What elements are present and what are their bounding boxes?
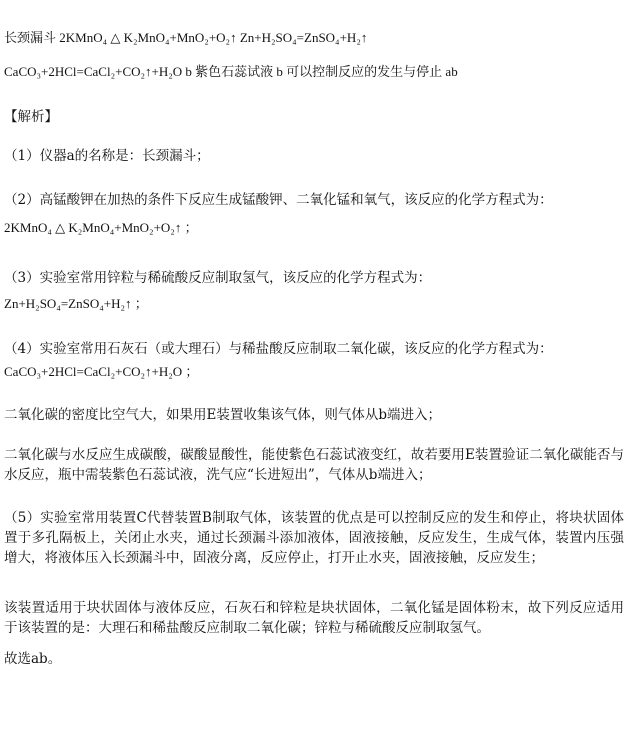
item-3-text: （3）实验室常用锌粒与稀硫酸反应制取氢气，该反应的化学方程式为： — [4, 270, 432, 286]
item-4-equation: CaCO₃+2HCl=CaCl₂+CO₂↑+H₂O ； — [4, 364, 199, 379]
item-4-collection: 二氧化碳的密度比空气大，如果用E装置收集该气体，则气体从b端进入； — [4, 407, 441, 423]
analysis-title: 【解析】 — [4, 109, 58, 125]
final-answer: 故选ab。 — [4, 651, 62, 667]
item-2-equation: 2KMnO₄ △ K₂MnO₄+MnO₂+O₂↑ ； — [4, 220, 198, 235]
item-4-verification: 二氧化碳与水反应生成碳酸，碳酸显酸性，能使紫色石蕊试液变红，故若要用E装置验证二氧化碳能否与水反应，瓶中需装紫色石蕊试液，洗气应“长进短出”，气体从b端进入； — [4, 447, 624, 483]
item-2-text: （2）高锰酸钾在加热的条件下反应生成锰酸钾、二氧化锰和氧气，该反应的化学方程式为： — [4, 192, 553, 208]
answer-line-2: CaCO₃+2HCl=CaCl₂+CO₂↑+H₂O b 紫色石蕊试液 b 可以控制反应的发生与停止 ab — [4, 64, 458, 79]
item-5: （5）实验室常用装置C代替装置B制取气体，该装置的优点是可以控制反应的发生和停止，将块状固体置于多孔隔板上，关闭止水夹，通过长颈漏斗添加液体，固液接触，反应发生，生成气体，装置内压强增大，将液体压入长颈漏斗中，固液分离，反应停止，打开止水夹，固液接触，反应发生； — [4, 510, 624, 566]
item-3-equation: Zn+H₂SO₄=ZnSO₄+H₂↑ ； — [4, 296, 148, 311]
answer-line-1: 长颈漏斗 2KMnO₄ △ K₂MnO₄+MnO₂+O₂↑ Zn+H₂SO₄=ZnSO₄+H₂↑ — [4, 30, 368, 45]
item-1: （1）仪器a的名称是：长颈漏斗； — [4, 148, 210, 164]
item-6: 该装置适用于块状固体与液体反应，石灰石和锌粒是块状固体，二氧化锰是固体粉末，故下列反应适用于该装置的是：大理石和稀盐酸反应制取二氧化碳；锌粒与稀硫酸反应制取氢气。 — [4, 600, 624, 636]
item-4-text: （4）实验室常用石灰石（或大理石）与稀盐酸反应制取二氧化碳，该反应的化学方程式为： — [4, 341, 553, 357]
